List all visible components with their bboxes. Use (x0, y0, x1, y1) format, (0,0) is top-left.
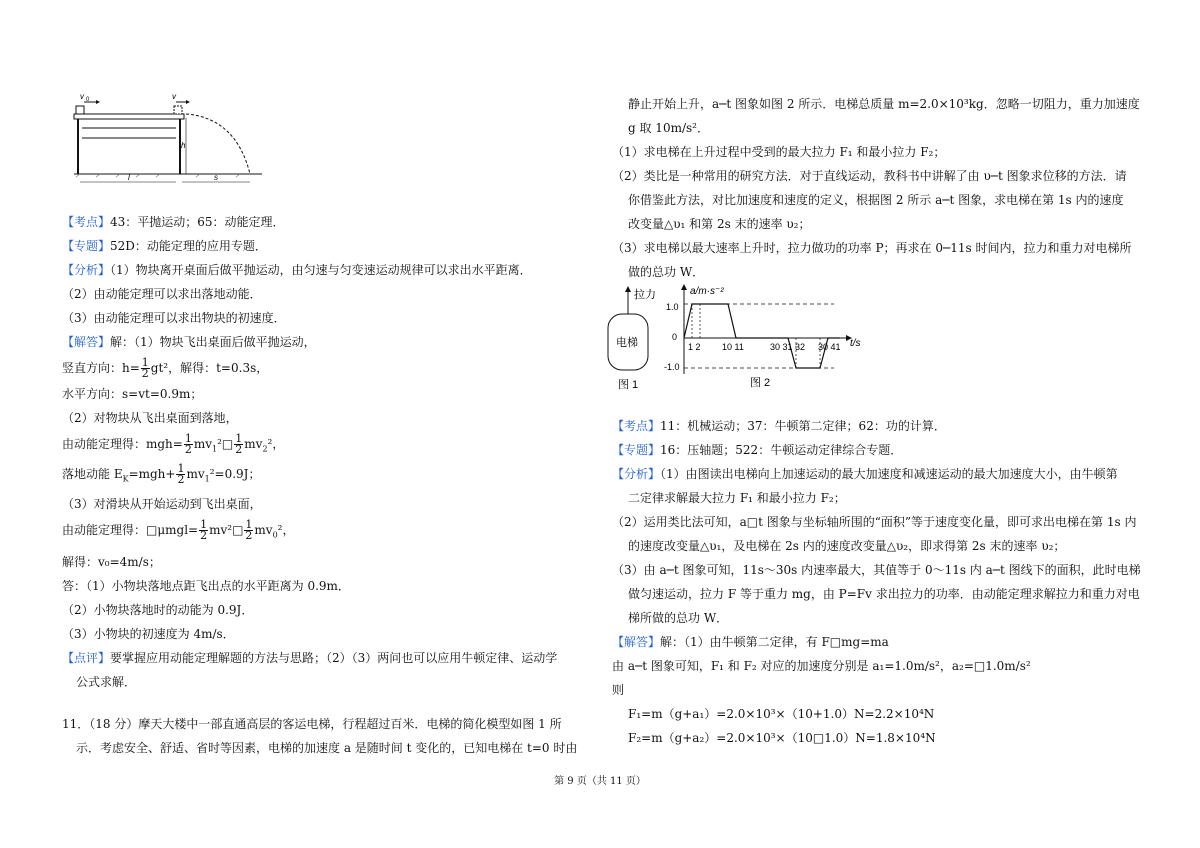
svg-text:l: l (128, 173, 130, 182)
a-t-graph (664, 282, 874, 394)
fenxi-3: （3）由动能定理可以求出物块的初速度． (62, 311, 286, 325)
svg-text:电梯: 电梯 (616, 337, 638, 349)
fenxi-line: 【分析】（1）物块离开桌面后做平抛运动，由匀速与匀变速运动规律可以求出水平距离． (62, 263, 532, 277)
svg-text:v: v (80, 92, 84, 101)
svg-text:1.0: 1.0 (666, 302, 679, 312)
q11-sub2c: 改变量△υ₁ 和第 2s 末的速率 υ₂； (628, 217, 811, 231)
right-fenxi-6: 做匀速运动，拉力 F 等于重力 mg，由 P=Fv 求出拉力的功率．由动能定理求解拉力和重力对电 (628, 587, 1140, 601)
svg-text:10 11: 10 11 (722, 342, 744, 352)
right-fenxi: 【分析】（1）由图读出电梯向上加速运动的最大加速度和减速运动的最大加速度大小，由牛顿第 (612, 467, 1118, 481)
q11-sub2b: 你借鉴此方法，对比加速度和速度的定义，根据图 2 所示 a─t 图象，求电梯在第 1s 内的速度 (628, 193, 1124, 207)
equation-horizontal: 水平方向：s=vt=0.9m； (62, 387, 203, 401)
part3-line: （3）对滑块从开始运动到飞出桌面， (62, 497, 262, 511)
right-fenxi-3: （2）运用类比法可知，a□t 图象与坐标轴所围的“面积”等于速度变化量，即可求出电梯在第 1s 内 (612, 515, 1137, 529)
svg-text:t/s: t/s (850, 338, 861, 349)
svg-text:0: 0 (672, 332, 678, 342)
right-fenxi-7: 梯所做的总功 W． (628, 611, 729, 625)
svg-text:a/m·s⁻²: a/m·s⁻² (690, 286, 724, 297)
question-11-line2: 示．考虑安全、舒适、省时等因素，电梯的加速度 a 是随时间 t 变化的，已知电梯在 t=0 时由 (76, 741, 578, 755)
equation-landing-energy: 落地动能 $E_K=mgh+$ $\frac{1}{2}$ $mv_1^2=0.9J$； (62, 462, 261, 486)
fenxi-2: （2）由动能定理可以求出落地动能． (62, 287, 262, 301)
equation-kinetic: 由动能定理得：mgh= $\frac{1}{2}$ $mv_1^2□$ $\frac{1}{2}$ $mv_2^2$， (62, 432, 285, 456)
q11-line4: g 取 10m/s²． (628, 121, 709, 135)
kaodian-line: 【考点】43：平抛运动；65：动能定理． (62, 215, 285, 229)
svg-text:v: v (172, 92, 176, 101)
part2-line: （2）对物块从飞出桌面到落地， (62, 411, 238, 425)
answer-1: 答：（1）小物块落地点距飞出点的水平距离为 0.9m． (62, 579, 350, 593)
right-fenxi-4: 的速度改变量△υ₁，及电梯在 2s 内的速度改变量△υ₂，即求得第 2s 末的速率 υ₂； (628, 539, 1066, 553)
svg-text:图 2: 图 2 (750, 377, 771, 389)
answer-2: （2）小物块落地时的动能为 0.9J． (62, 603, 254, 617)
right-fenxi-2: 二定律求解最大拉力 F₁ 和最小拉力 F₂； (628, 491, 846, 505)
page-footer: 第 9 页（共 11 页） (554, 776, 646, 787)
right-fenxi-5: （3）由 a─t 图象可知，11s～30s 内速率最大，其值等于 0～11s 内 a─t 图线下的面积，此时电梯 (612, 563, 1141, 577)
right-zhuanti: 【专题】16：压轴题；522：牛顿运动定律综合专题． (612, 443, 903, 457)
svg-text:图 1: 图 1 (618, 379, 639, 391)
right-jieda-3: 则 (612, 683, 625, 697)
svg-text:h: h (181, 141, 186, 150)
svg-text:30 41: 30 41 (818, 342, 841, 352)
q11-sub3: （3）求电梯以最大速率上升时，拉力做功的功率 P；再求在 0─11s 时间内，拉力和重力对电梯所 (612, 241, 1132, 255)
svg-text:s: s (214, 173, 218, 182)
elevator-figure (604, 284, 664, 394)
svg-text:-1.0: -1.0 (664, 362, 680, 372)
dianping-2: 公式求解． (76, 675, 137, 689)
right-jieda-f2: F₂=m（g+a₂）=2.0×10³×（10□1.0）N=1.8×10⁴N (628, 731, 936, 745)
table-projectile-figure (66, 90, 266, 186)
right-jieda: 【解答】解：（1）由牛顿第二定律，有 F□mg=ma (612, 635, 889, 649)
q11-sub3b: 做的总功 W． (628, 265, 705, 279)
equation-friction: 由动能定理得：□μmgl= $\frac{1}{2}$ mv²□ $\frac{1}{2}$ $mv_0^2$， (62, 518, 295, 542)
svg-text:拉力: 拉力 (634, 289, 656, 301)
right-jieda-f1: F₁=m（g+a₁）=2.0×10³×（10+1.0）N=2.2×10⁴N (628, 707, 935, 721)
svg-text:1 2: 1 2 (688, 342, 701, 352)
jieda-line: 【解答】解：（1）物块飞出桌面后做平抛运动， (62, 335, 316, 349)
right-kaodian: 【考点】11：机械运动；37：牛顿第二定律；62：功的计算． (612, 419, 946, 433)
equation-vertical: 竖直方向：h= $\frac{1}{2}$ gt²，解得：t=0.3s， (62, 356, 269, 380)
q11-sub2: （2）类比是一种常用的研究方法．对于直线运动，教科书中讲解了由 υ─t 图象求位移的方法．请 (612, 169, 1127, 183)
answer-3: （3）小物块的初速度为 4m/s． (62, 627, 235, 641)
q11-line3: 静止开始上升，a─t 图象如图 2 所示．电梯总质量 m=2.0×10³kg．忽略一切阻力，重力加速度 (628, 97, 1140, 111)
svg-text:30 31 32: 30 31 32 (770, 342, 806, 352)
dianping-line: 【点评】要掌握应用动能定理解题的方法与思路；（2）（3）两问也可以应用牛顿定律、运动学 (62, 651, 558, 665)
svg-text:0: 0 (86, 97, 90, 103)
right-jieda-2: 由 a─t 图象可知，F₁ 和 F₂ 对应的加速度分别是 a₁=1.0m/s²，a₂=□1.0m/s² (612, 659, 1031, 673)
solve-v0: 解得：v₀=4m/s； (62, 555, 161, 569)
zhuanti-line: 【专题】52D：动能定理的应用专题． (62, 239, 267, 253)
q11-sub1: （1）求电梯在上升过程中受到的最大拉力 F₁ 和最小拉力 F₂； (612, 145, 946, 159)
question-11-line1: 11．（18 分）摩天大楼中一部直通高层的客运电梯，行程超过百米．电梯的简化模型如图 1 所 (62, 717, 562, 731)
